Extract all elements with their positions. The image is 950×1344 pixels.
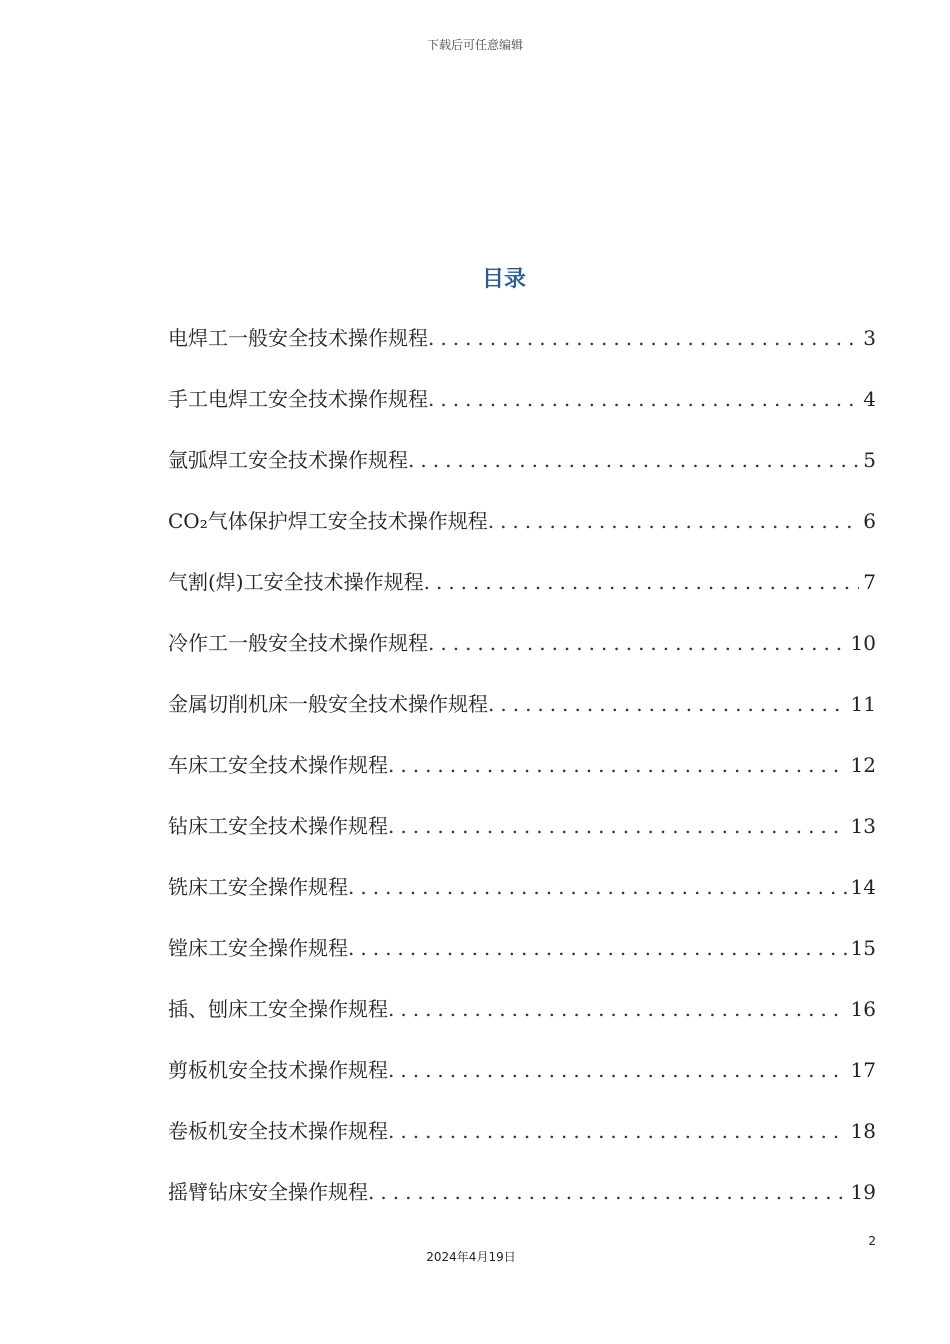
toc-leader-dots bbox=[348, 867, 847, 907]
toc-entry-page: 18 bbox=[850, 1119, 876, 1143]
table-of-contents bbox=[168, 318, 876, 1233]
toc-leader-dots bbox=[368, 1172, 847, 1212]
toc-entry[interactable] bbox=[168, 1050, 876, 1111]
toc-entry-title: 铣床工安全操作规程 bbox=[168, 875, 348, 899]
toc-entry-page: 13 bbox=[850, 814, 876, 838]
toc-leader-dots bbox=[488, 684, 847, 724]
toc-entry-page: 6 bbox=[863, 509, 876, 533]
toc-entry-title: 摇臂钻床安全操作规程 bbox=[168, 1180, 368, 1204]
toc-entry[interactable] bbox=[168, 867, 876, 928]
toc-leader-dots bbox=[428, 379, 859, 419]
toc-entry-title: 卷板机安全技术操作规程 bbox=[168, 1119, 388, 1143]
toc-leader-dots bbox=[488, 501, 860, 541]
toc-entry-title: 电焊工一般安全技术操作规程 bbox=[168, 326, 428, 350]
toc-entry[interactable] bbox=[168, 562, 876, 623]
toc-entry-title: 剪板机安全技术操作规程 bbox=[168, 1058, 388, 1082]
toc-entry-page: 15 bbox=[850, 936, 876, 960]
toc-entry[interactable] bbox=[168, 928, 876, 989]
toc-entry[interactable] bbox=[168, 1172, 876, 1233]
toc-entry-title: 插、刨床工安全操作规程 bbox=[168, 997, 388, 1021]
toc-leader-dots bbox=[428, 318, 859, 358]
toc-entry-page: 7 bbox=[863, 570, 876, 594]
toc-entry[interactable] bbox=[168, 318, 876, 379]
toc-entry[interactable] bbox=[168, 684, 876, 745]
toc-entry-title: 金属切削机床一般安全技术操作规程 bbox=[168, 692, 488, 716]
toc-leader-dots bbox=[348, 928, 847, 968]
toc-leader-dots bbox=[408, 440, 859, 480]
toc-entry-page: 5 bbox=[863, 448, 876, 472]
toc-leader-dots bbox=[424, 562, 860, 602]
toc-entry-title: 冷作工一般安全技术操作规程 bbox=[168, 631, 428, 655]
toc-leader-dots bbox=[388, 806, 847, 846]
footer-date: 2024年4月19日 bbox=[426, 1250, 516, 1264]
page-number: 2 bbox=[868, 1234, 876, 1248]
toc-entry[interactable] bbox=[168, 501, 876, 562]
toc-title: 目录 bbox=[481, 267, 526, 292]
header-note: 下载后可任意编辑 bbox=[426, 38, 523, 52]
toc-entry-page: 12 bbox=[850, 753, 876, 777]
toc-entry[interactable] bbox=[168, 989, 876, 1050]
toc-leader-dots bbox=[388, 1050, 847, 1090]
toc-entry[interactable] bbox=[168, 1111, 876, 1172]
toc-leader-dots bbox=[428, 623, 847, 663]
toc-leader-dots bbox=[388, 1111, 847, 1151]
toc-entry-title: 气割(焊)工安全技术操作规程 bbox=[168, 570, 424, 594]
toc-entry-page: 10 bbox=[850, 631, 876, 655]
toc-entry[interactable] bbox=[168, 806, 876, 867]
toc-entry-title: 手工电焊工安全技术操作规程 bbox=[168, 387, 428, 411]
toc-entry[interactable] bbox=[168, 623, 876, 684]
toc-entry-page: 19 bbox=[850, 1180, 876, 1204]
toc-entry-title: 钻床工安全技术操作规程 bbox=[168, 814, 388, 838]
toc-entry-page: 17 bbox=[850, 1058, 876, 1082]
toc-leader-dots bbox=[388, 989, 847, 1029]
toc-entry-page: 16 bbox=[850, 997, 876, 1021]
toc-leader-dots bbox=[388, 745, 847, 785]
toc-entry[interactable] bbox=[168, 379, 876, 440]
toc-entry-title: 镗床工安全操作规程 bbox=[168, 936, 348, 960]
toc-entry-title: 氩弧焊工安全技术操作规程 bbox=[168, 448, 408, 472]
toc-entry-page: 11 bbox=[850, 692, 876, 716]
toc-entry-title: CO₂气体保护焊工安全技术操作规程 bbox=[168, 509, 488, 533]
toc-entry[interactable] bbox=[168, 745, 876, 806]
toc-entry-page: 14 bbox=[850, 875, 876, 899]
toc-entry-title: 车床工安全技术操作规程 bbox=[168, 753, 388, 777]
toc-entry[interactable] bbox=[168, 440, 876, 501]
toc-entry-page: 4 bbox=[863, 387, 876, 411]
toc-entry-page: 3 bbox=[863, 326, 876, 350]
